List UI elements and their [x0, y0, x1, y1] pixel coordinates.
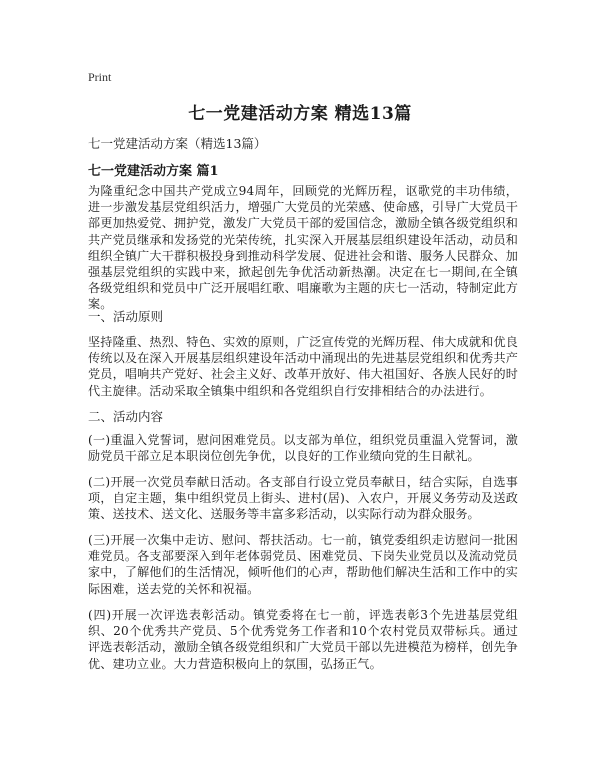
content-item-2: (二)开展一次党员奉献日活动。各支部自行设立党员奉献日，结合实际，自选事项，自定主题，集中组织党员上街头、进村(居)、入农户，开展义务劳动及送政策、送技术、送文化、送服务等丰富多彩活动，以实际行动为群众服务。 [88, 475, 518, 522]
heading-content: 二、活动内容 [88, 409, 164, 424]
page-title: 七一党建活动方案 精选13篇 [188, 104, 412, 124]
principles-paragraph: 坚持隆重、热烈、特色、实效的原则，广泛宣传党的光辉历程、伟大成就和优良传统以及在深入开展基层组织建设年活动中涌现出的先进基层党组织和优秀共产党员，唱响共产党好、社会主义好、改革开放好、伟大祖国好、各族人民好的时代主旋律。活动采取全镇集中组织和各党组织自行安排相结合的办法进行。 [88, 335, 518, 398]
intro-paragraph: 为隆重纪念中国共产党成立94周年，回顾党的光辉历程，讴歌党的丰功伟绩，进一步激发基层党组织活力，增强广大党员的光荣感、使命感，引导广大党员干部更加热爱党、拥护党，激发广大党员干部的爱国信念，激励全镇各级党组织和共产党员继承和发扬党的光荣传统，扎实深入开展基层组织建设年活动，动员和组织全镇广大干群积极投身到推动科学发展、促进社会和谐、服务人民群众、加强基层党组织的实践中来，掀起创先争优活动新热潮。决定在七一期间,在全镇各级党组织和党员中广泛开展唱红歌、唱廉歌为主题的庆七一活动，特制定此方案。 [88, 184, 518, 312]
section-title: 七一党建活动方案 篇1 [88, 164, 219, 179]
content-item-1: (一)重温入党誓词，慰问困难党员。以支部为单位，组织党员重温入党誓词，激励党员干部立足本职岗位创先争优，以良好的工作业绩向党的生日献礼。 [88, 433, 518, 464]
content-item-3: (三)开展一次集中走访、慰问、帮扶活动。七一前，镇党委组织走访慰问一批困难党员。各支部要深入到年老体弱党员、困难党员、下岗失业党员以及流动党员家中，了解他们的生活情况，倾听他们的心声，帮助他们解决生活和工作中的实际困难，送去党的关怀和祝福。 [88, 533, 518, 596]
document-subtitle: 七一党建活动方案（精选13篇） [88, 136, 267, 151]
content-item-4: (四)开展一次评选表彰活动。镇党委将在七一前，评选表彰3个先进基层党组织、20个优秀共产党员、5个优秀党务工作者和10个农村党员双带标兵。通过评选表彰活动，激励全镇各级党组织和广大党员干部以先进模范为榜样，创先争优、建功立业。大力营造积极向上的氛围，弘扬正气。 [88, 608, 518, 671]
heading-principles: 一、活动原则 [88, 309, 164, 324]
print-link[interactable]: Print [88, 70, 112, 84]
